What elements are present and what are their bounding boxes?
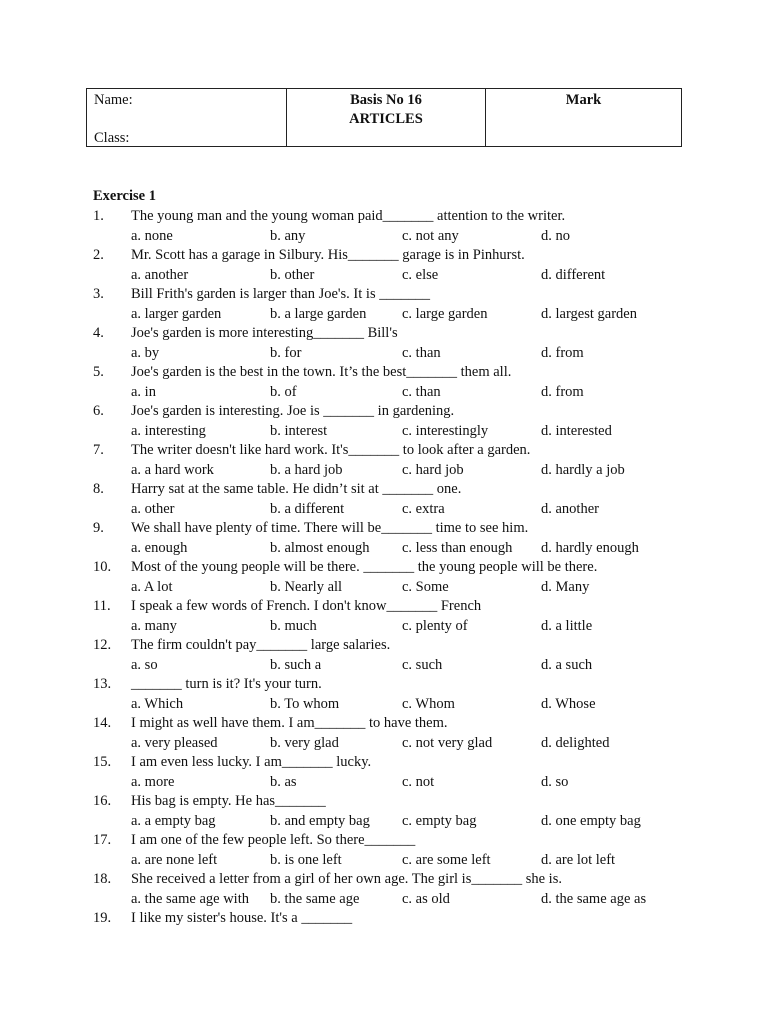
header-table <box>86 88 682 147</box>
question-number: 5. <box>93 364 104 380</box>
question-text: We shall have plenty of time. There will be_______ time to see him. <box>131 520 529 536</box>
answer-options <box>93 656 693 676</box>
answer-option: c. Some <box>402 578 449 595</box>
answer-option: c. extra <box>402 500 445 517</box>
question-text: Joe's garden is more interesting_______ Bill's <box>131 325 398 341</box>
answer-option: d. Many <box>541 578 590 595</box>
answer-option: b. other <box>270 266 315 283</box>
answer-option: b. interest <box>270 422 328 439</box>
answer-option: d. hardly a job <box>541 461 625 478</box>
answer-option: c. such <box>402 656 443 673</box>
answer-option: a. Which <box>131 695 184 712</box>
answer-option: c. less than enough <box>402 539 513 556</box>
question-text: The writer doesn't like hard work. It's_______ to look after a garden. <box>131 442 531 458</box>
question-number: 13. <box>93 676 112 692</box>
question-number: 11. <box>93 598 111 614</box>
question-row <box>93 324 693 344</box>
mark-cell <box>485 89 681 146</box>
class-label: Class: <box>94 130 130 146</box>
answer-option: d. a little <box>541 617 593 634</box>
answer-option: a. are none left <box>131 851 218 868</box>
question-text: She received a letter from a girl of her own age. The girl is_______ she is. <box>131 871 562 887</box>
question-number: 12. <box>93 637 112 653</box>
answer-options <box>93 890 693 910</box>
answer-option: a. another <box>131 266 189 283</box>
answer-option: c. than <box>402 383 441 400</box>
answer-options <box>93 617 693 637</box>
answer-option: d. hardly enough <box>541 539 639 556</box>
answer-option: d. different <box>541 266 606 283</box>
question-number: 6. <box>93 403 104 419</box>
question-row <box>93 363 693 383</box>
question-number: 8. <box>93 481 104 497</box>
answer-option: a. very pleased <box>131 734 218 751</box>
answer-option: b. To whom <box>270 695 340 712</box>
answer-options <box>93 383 693 403</box>
answer-option: c. interestingly <box>402 422 489 439</box>
answer-option: d. another <box>541 500 599 517</box>
answer-option: a. A lot <box>131 578 173 595</box>
exercise-title: Exercise 1 <box>93 188 156 204</box>
answer-options <box>93 227 693 247</box>
answer-option: d. are lot left <box>541 851 616 868</box>
question-row <box>93 675 693 695</box>
answer-option: b. of <box>270 383 297 400</box>
question-number: 19. <box>93 910 112 926</box>
answer-options <box>93 851 693 871</box>
question-list <box>93 207 693 929</box>
answer-option: a. in <box>131 383 156 400</box>
answer-options <box>93 422 693 442</box>
question-text: I am one of the few people left. So there_______ <box>131 832 416 848</box>
answer-option: c. hard job <box>402 461 464 478</box>
answer-options <box>93 695 693 715</box>
answer-option: b. is one left <box>270 851 342 868</box>
answer-option: c. not any <box>402 227 459 244</box>
question-number: 10. <box>93 559 112 575</box>
question-number: 15. <box>93 754 112 770</box>
question-row <box>93 207 693 227</box>
answer-options <box>93 266 693 286</box>
question-text: Harry sat at the same table. He didn’t sit at _______ one. <box>131 481 462 497</box>
answer-options <box>93 500 693 520</box>
answer-option: b. and empty bag <box>270 812 370 829</box>
question-number: 7. <box>93 442 104 458</box>
answer-option: a. other <box>131 500 175 517</box>
answer-option: a. many <box>131 617 177 634</box>
answer-option: a. none <box>131 227 173 244</box>
question-row <box>93 480 693 500</box>
answer-option: b. as <box>270 773 297 790</box>
answer-option: a. more <box>131 773 175 790</box>
answer-option: d. delighted <box>541 734 610 751</box>
answer-option: c. large garden <box>402 305 488 322</box>
answer-option: c. as old <box>402 890 450 907</box>
name-class-cell <box>87 89 286 146</box>
question-row <box>93 441 693 461</box>
answer-option: a. a hard work <box>131 461 214 478</box>
question-text: I speak a few words of French. I don't know_______ French <box>131 598 482 614</box>
answer-options <box>93 461 693 481</box>
answer-option: a. a empty bag <box>131 812 216 829</box>
answer-options <box>93 812 693 832</box>
question-row <box>93 792 693 812</box>
question-text: I am even less lucky. I am_______ lucky. <box>131 754 372 770</box>
answer-option: b. much <box>270 617 317 634</box>
answer-option: a. interesting <box>131 422 206 439</box>
question-row <box>93 558 693 578</box>
answer-option: a. so <box>131 656 158 673</box>
answer-option: c. plenty of <box>402 617 468 634</box>
answer-option: b. Nearly all <box>270 578 343 595</box>
answer-option: c. else <box>402 266 439 283</box>
question-text: Bill Frith's garden is larger than Joe's. It is _______ <box>131 286 430 302</box>
answer-option: c. not very glad <box>402 734 493 751</box>
answer-option: d. one empty bag <box>541 812 641 829</box>
question-number: 14. <box>93 715 112 731</box>
answer-option: b. any <box>270 227 306 244</box>
question-row <box>93 636 693 656</box>
answer-options <box>93 578 693 598</box>
title-cell <box>286 89 485 146</box>
question-row <box>93 753 693 773</box>
name-label: Name: <box>94 92 133 108</box>
question-text: The young man and the young woman paid_______ attention to the writer. <box>131 208 566 224</box>
answer-options <box>93 773 693 793</box>
question-number: 3. <box>93 286 104 302</box>
answer-option: d. interested <box>541 422 612 439</box>
answer-option: d. no <box>541 227 570 244</box>
question-text: I might as well have them. I am_______ to have them. <box>131 715 448 731</box>
answer-option: d. from <box>541 344 584 361</box>
answer-options <box>93 734 693 754</box>
question-number: 17. <box>93 832 112 848</box>
answer-option: b. almost enough <box>270 539 370 556</box>
answer-options <box>93 539 693 559</box>
question-text: Joe's garden is interesting. Joe is _______ in gardening. <box>131 403 455 419</box>
question-number: 4. <box>93 325 104 341</box>
answer-option: d. the same age as <box>541 890 647 907</box>
answer-option: c. not <box>402 773 435 790</box>
question-row <box>93 285 693 305</box>
question-row <box>93 831 693 851</box>
answer-option: b. a different <box>270 500 345 517</box>
question-number: 1. <box>93 208 104 224</box>
answer-option: b. for <box>270 344 302 361</box>
question-row <box>93 519 693 539</box>
question-row <box>93 909 693 929</box>
answer-options <box>93 305 693 325</box>
answer-option: d. so <box>541 773 569 790</box>
answer-option: d. largest garden <box>541 305 637 322</box>
answer-option: b. such a <box>270 656 322 673</box>
answer-option: b. very glad <box>270 734 339 751</box>
question-row <box>93 714 693 734</box>
answer-option: c. are some left <box>402 851 491 868</box>
question-text: _______ turn is it? It's your turn. <box>131 676 322 692</box>
answer-option: c. Whom <box>402 695 455 712</box>
question-text: His bag is empty. He has_______ <box>131 793 326 809</box>
question-row <box>93 402 693 422</box>
question-row <box>93 870 693 890</box>
question-number: 16. <box>93 793 112 809</box>
question-text: Mr. Scott has a garage in Silbury. His_______ garage is in Pinhurst. <box>131 247 525 263</box>
worksheet-number: Basis No 16 <box>350 92 422 108</box>
question-number: 9. <box>93 520 104 536</box>
question-text: Most of the young people will be there. _______ the young people will be there. <box>131 559 598 575</box>
answer-option: a. larger garden <box>131 305 222 322</box>
answer-option: b. the same age <box>270 890 360 907</box>
answer-option: d. from <box>541 383 584 400</box>
answer-option: d. a such <box>541 656 593 673</box>
answer-option: c. than <box>402 344 441 361</box>
question-text: The firm couldn't pay_______ large salaries. <box>131 637 391 653</box>
worksheet-topic: ARTICLES <box>349 111 423 127</box>
answer-option: b. a large garden <box>270 305 367 322</box>
answer-option: a. the same age with <box>131 890 249 907</box>
question-text: I like my sister's house. It's a _______ <box>131 910 353 926</box>
question-number: 2. <box>93 247 104 263</box>
answer-options <box>93 344 693 364</box>
question-number: 18. <box>93 871 112 887</box>
answer-option: d. Whose <box>541 695 596 712</box>
question-row <box>93 597 693 617</box>
answer-option: a. enough <box>131 539 188 556</box>
question-text: Joe's garden is the best in the town. It’s the best_______ them all. <box>131 364 512 380</box>
answer-option: c. empty bag <box>402 812 477 829</box>
answer-option: a. by <box>131 344 160 361</box>
answer-option: b. a hard job <box>270 461 343 478</box>
mark-label: Mark <box>565 92 602 108</box>
question-row <box>93 246 693 266</box>
